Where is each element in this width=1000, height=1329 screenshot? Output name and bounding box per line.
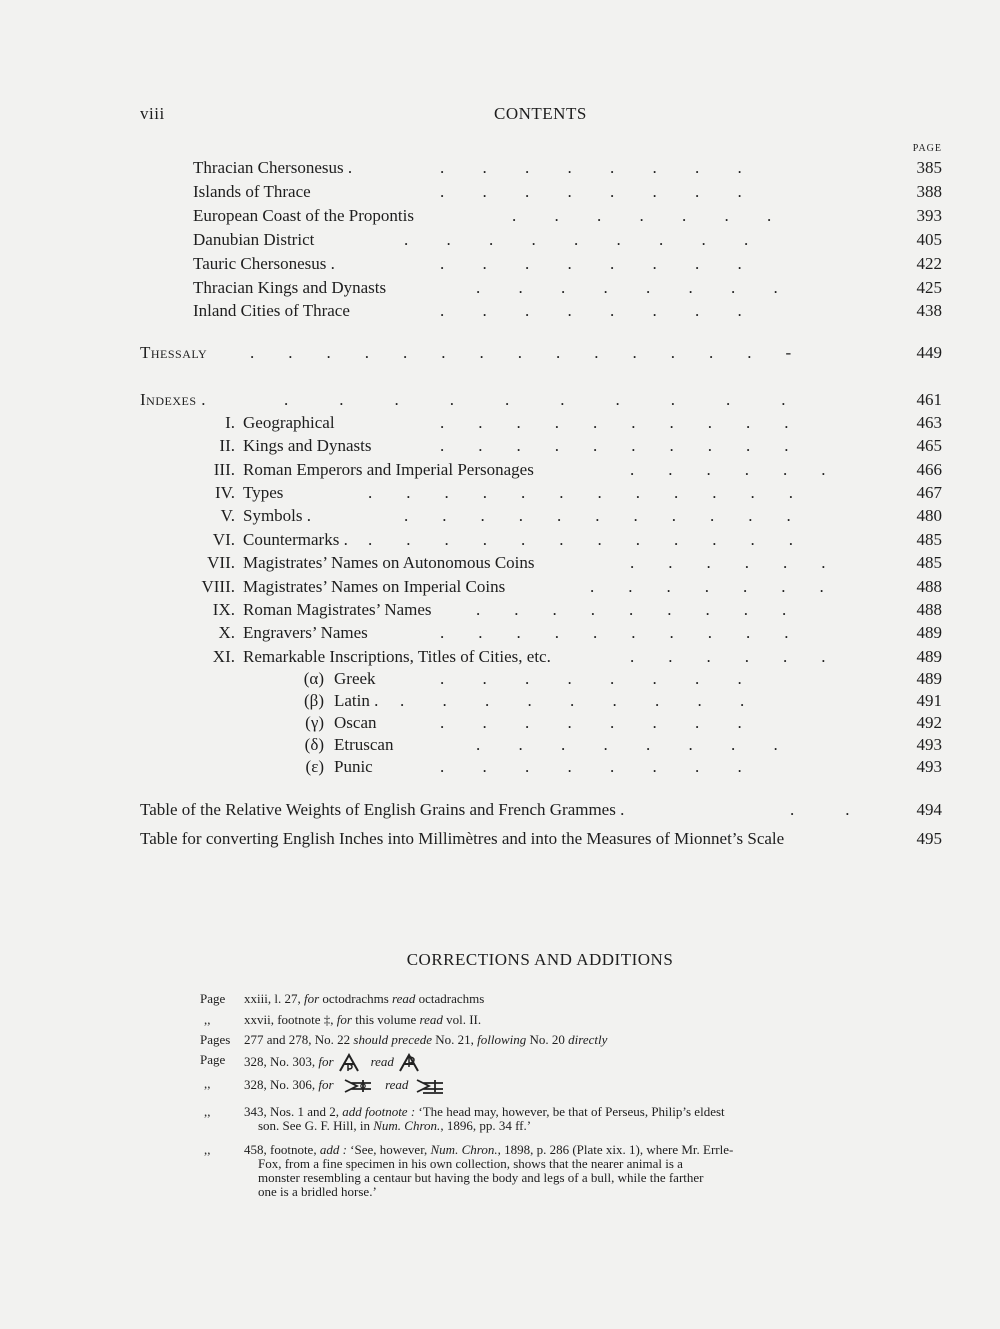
- toc-page: 491: [916, 691, 942, 710]
- toc-page: 449: [916, 343, 942, 362]
- toc-row-table-weights: [0, 800, 1000, 824]
- toc-page: 492: [916, 713, 942, 732]
- toc-row-index-8: [0, 600, 1000, 624]
- toc-label: Danubian District: [193, 230, 315, 249]
- toc-label: Types: [243, 483, 284, 502]
- toc-label: Roman Magistrates’ Names: [243, 600, 432, 619]
- toc-row-thrace-4: [0, 254, 1000, 278]
- page-number: viii: [140, 104, 165, 123]
- toc-row-thrace-5: [0, 278, 1000, 302]
- leader-dots: . . . . . .: [630, 460, 826, 479]
- toc-label: Indexes .: [140, 390, 206, 409]
- leader-dots: . . . . . . . . . .: [440, 623, 789, 642]
- toc-page: 480: [916, 506, 942, 525]
- leader-dots: . . . . . . .: [590, 577, 824, 596]
- toc-row-thrace-3: [0, 230, 1000, 254]
- index-roman-numeral: III.: [213, 460, 235, 479]
- toc-page: 461: [916, 390, 942, 409]
- toc-row-index-10: [0, 647, 1000, 671]
- toc-label: Table of the Relative Weights of English Grains and French Grammes .: [140, 800, 625, 819]
- toc-label: Geographical: [243, 413, 335, 432]
- leader-dots: . . . . . . . .: [440, 301, 742, 320]
- toc-row-thrace-6: [0, 301, 1000, 325]
- toc-label: Kings and Dynasts: [243, 436, 372, 455]
- index-roman-numeral: IV.: [215, 483, 235, 502]
- toc-row-index-1: [0, 436, 1000, 460]
- correction-text: 458, footnote, add : ‘See, however, Num. Chron., 1898, p. 286 (Plate xix. 1), where Mr. Errle-: [244, 1142, 734, 1157]
- correction-text: xxvii, footnote ‡, for this volume read vol. II.: [244, 1012, 482, 1027]
- corrections-title: CORRECTIONS AND ADDITIONS: [406, 950, 674, 969]
- toc-label: Engravers’ Names: [243, 623, 368, 642]
- toc-label: Greek: [334, 669, 376, 688]
- correction-key: Page: [200, 1052, 226, 1067]
- toc-page: 485: [916, 530, 942, 549]
- toc-label: Latin .: [334, 691, 379, 710]
- toc-page: 438: [916, 301, 942, 320]
- toc-label: Islands of Thrace: [193, 182, 311, 201]
- index-roman-numeral: II.: [219, 436, 235, 455]
- toc-label: Thracian Chersonesus .: [193, 158, 353, 177]
- toc-page: 488: [916, 600, 942, 619]
- leader-dots: . . . . . . . . . .: [284, 390, 786, 409]
- toc-page: 385: [916, 158, 942, 177]
- toc-page: 466: [916, 460, 942, 479]
- toc-page: 489: [916, 623, 942, 642]
- page-column-label: PAGE: [912, 143, 942, 154]
- toc-row-index-5: [0, 530, 1000, 554]
- monogram-symbol: [397, 1053, 421, 1073]
- toc-row-indexes: [0, 390, 1000, 414]
- toc-label: Inland Cities of Thrace: [193, 301, 350, 320]
- correction-text-cont: son. See G. F. Hill, in Num. Chron., 1896, pp. 34 ff.’: [258, 1118, 532, 1133]
- toc-page: 485: [916, 553, 942, 572]
- toc-label: European Coast of the Propontis: [193, 206, 414, 225]
- toc-page: 493: [916, 757, 942, 776]
- correction-text: 328, No. 303, for read: [244, 1053, 421, 1073]
- leader-dots: . . . . . . . .: [440, 757, 742, 776]
- correction-key: ,,: [204, 1104, 211, 1119]
- correction-text-cont: Fox, from a fine specimen in his own collection, shows that the nearer animal is a: [258, 1156, 683, 1171]
- monogram-symbol: [337, 1053, 361, 1073]
- correction-key: ,,: [204, 1076, 211, 1091]
- toc-row-thrace-1: [0, 182, 1000, 206]
- leader-dots: . . . . . . . . .: [476, 600, 787, 619]
- toc-row-index-3: [0, 483, 1000, 507]
- correction-key: Page: [200, 991, 226, 1006]
- toc-row-xi-1: [0, 691, 1000, 715]
- index-roman-numeral: I.: [225, 413, 235, 432]
- index-roman-numeral: X.: [218, 623, 235, 642]
- toc-page: 467: [916, 483, 942, 502]
- index-roman-numeral: VII.: [207, 553, 235, 572]
- toc-label: Thessaly: [140, 343, 208, 362]
- correction-key: ,,: [204, 1142, 211, 1157]
- toc-page: 493: [916, 735, 942, 754]
- toc-label: Oscan: [334, 713, 377, 732]
- toc-row-thessaly: [0, 343, 1000, 367]
- toc-page: 463: [916, 413, 942, 432]
- toc-label: Table for converting English Inches into Millimètres and into the Measures of Mionnet’s Scale: [140, 829, 785, 848]
- toc-page: 495: [916, 829, 942, 848]
- leader-dots: . . . . . . . .: [476, 735, 778, 754]
- toc-page: 465: [916, 436, 942, 455]
- toc-label: Thracian Kings and Dynasts: [193, 278, 387, 297]
- correction-text-cont: monster resembling a centaur but having the body and legs of a bull, while the farther: [258, 1170, 704, 1185]
- leader-dots: . . . . . . . . . .: [440, 413, 789, 432]
- toc-row-index-0: [0, 413, 1000, 437]
- leader-dots: . . . . . . . .: [440, 669, 742, 688]
- toc-label: Etruscan: [334, 735, 394, 754]
- leader-dots: . . . . . . . .: [440, 254, 742, 273]
- toc-page: 488: [916, 577, 942, 596]
- toc-row-xi-0: [0, 669, 1000, 693]
- toc-page: 489: [916, 647, 942, 666]
- leader-dots: . . . . . . . .: [440, 713, 742, 732]
- leader-dots: . . . . . . . . . . . . . . -: [250, 343, 792, 362]
- correction-text: 277 and 278, No. 22 should precede No. 21, following No. 20 directly: [244, 1032, 608, 1047]
- correction-text: 328, No. 306, for read: [244, 1077, 447, 1095]
- toc-label: Magistrates’ Names on Autonomous Coins: [243, 553, 535, 572]
- subsection-marker: (β): [304, 691, 324, 710]
- leader-dots: . . . . . . . . . . . .: [368, 483, 793, 502]
- monogram-symbol: [343, 1077, 375, 1095]
- correction-text: 343, Nos. 1 and 2, add footnote : ‘The head may, however, be that of Perseus, Philip’s eldest: [244, 1104, 725, 1119]
- toc-row-xi-3: [0, 735, 1000, 759]
- subsection-marker: (ε): [305, 757, 324, 776]
- leader-dots: . . . . . . . .: [440, 158, 742, 177]
- toc-row-index-2: [0, 460, 1000, 484]
- toc-row-table-measures: [0, 829, 1000, 853]
- toc-row-xi-2: [0, 713, 1000, 737]
- toc-label: Remarkable Inscriptions, Titles of Cities, etc.: [243, 647, 551, 666]
- toc-row-thrace-2: [0, 206, 1000, 230]
- subsection-marker: (α): [303, 669, 324, 688]
- toc-label: Symbols .: [243, 506, 312, 525]
- correction-key: ,,: [204, 1012, 211, 1027]
- toc-label: Tauric Chersonesus .: [193, 254, 335, 273]
- leader-dots: . .: [790, 800, 850, 819]
- correction-key: Pages: [200, 1032, 231, 1047]
- correction-text: xxiii, l. 27, for octodrachms read octadrachms: [244, 991, 485, 1006]
- subsection-marker: (γ): [305, 713, 324, 732]
- toc-page: 494: [916, 800, 942, 819]
- toc-page: 405: [916, 230, 942, 249]
- toc-page: 425: [916, 278, 942, 297]
- leader-dots: . . . . . . . . .: [404, 230, 749, 249]
- subsection-marker: (δ): [304, 735, 324, 754]
- leader-dots: . . . . . . . . .: [400, 691, 745, 710]
- index-roman-numeral: IX.: [212, 600, 235, 619]
- toc-row-index-9: [0, 623, 1000, 647]
- index-roman-numeral: XI.: [212, 647, 235, 666]
- monogram-symbol: [415, 1077, 447, 1095]
- index-roman-numeral: VI.: [212, 530, 235, 549]
- page-title: CONTENTS: [494, 104, 587, 123]
- toc-page: 422: [916, 254, 942, 273]
- leader-dots: . . . . . . . .: [476, 278, 778, 297]
- toc-row-index-4: [0, 506, 1000, 530]
- toc-label: Punic: [334, 757, 373, 776]
- toc-label: Magistrates’ Names on Imperial Coins: [243, 577, 506, 596]
- leader-dots: . . . . . . . . . . . .: [368, 530, 793, 549]
- toc-label: Countermarks .: [243, 530, 348, 549]
- toc-row-xi-4: [0, 757, 1000, 781]
- toc-page: 393: [916, 206, 942, 225]
- correction-text-cont: one is a bridled horse.’: [258, 1184, 377, 1199]
- leader-dots: . . . . . . . . . .: [440, 436, 789, 455]
- toc-row-index-7: [0, 577, 1000, 601]
- toc-row-thrace-0: [0, 158, 1000, 182]
- leader-dots: . . . . . . .: [512, 206, 772, 225]
- toc-page: 489: [916, 669, 942, 688]
- toc-page: 388: [916, 182, 942, 201]
- index-roman-numeral: VIII.: [201, 577, 235, 596]
- index-roman-numeral: V.: [220, 506, 235, 525]
- toc-label: Roman Emperors and Imperial Personages: [243, 460, 534, 479]
- leader-dots: . . . . . . . .: [440, 182, 742, 201]
- leader-dots: . . . . . .: [630, 553, 826, 572]
- leader-dots: . . . . . . . . . . .: [404, 506, 791, 525]
- toc-row-index-6: [0, 553, 1000, 577]
- leader-dots: . . . . . .: [630, 647, 826, 666]
